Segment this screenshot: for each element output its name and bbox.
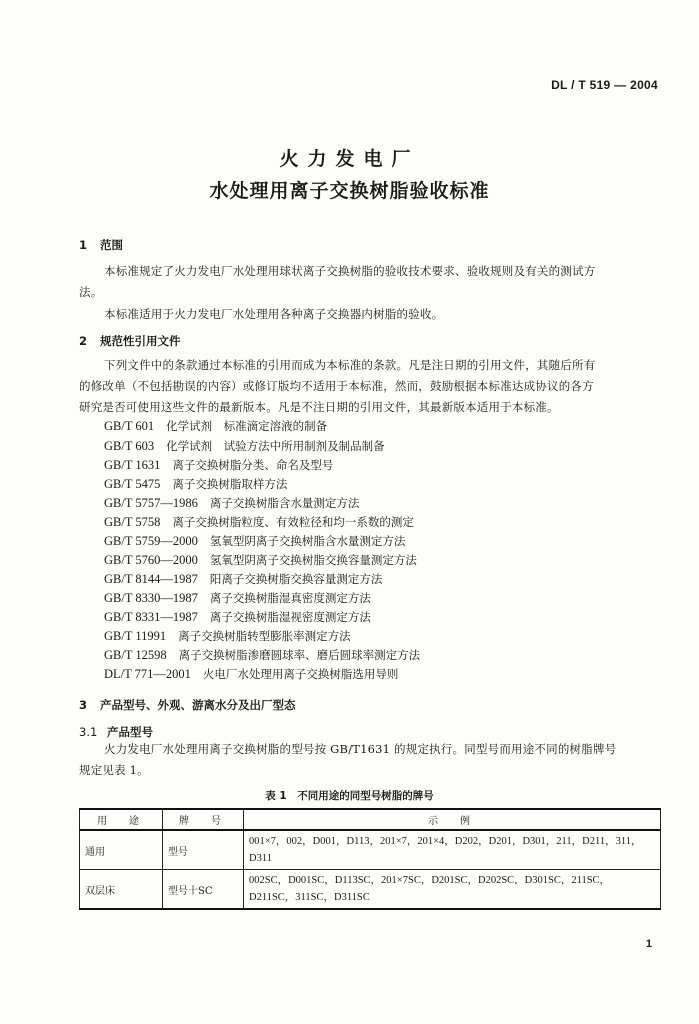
section-1-paragraph-2: 本标准适用于火力发电厂水处理用各种离子交换器内树脂的验收。 [104, 307, 444, 321]
section-title: 产品型号、外观、游离水分及出厂型态 [100, 698, 296, 712]
reference-item [104, 457, 333, 473]
reference-item [104, 666, 398, 682]
reference-title: 离子交换树脂取样方法 [172, 477, 288, 491]
reference-item [104, 647, 420, 663]
reference-title: 离子交换树脂分类、命名及型号 [172, 458, 334, 472]
section-1-paragraph-1: 本标准规定了火力发电厂水处理用球状离子交换树脂的验收技术要求、验收规则及有关的测试方 [104, 264, 596, 278]
reference-code: GB/T 8330—1987 [104, 591, 198, 605]
section-title: 范围 [100, 238, 123, 252]
reference-item [104, 438, 385, 454]
reference-item [104, 590, 371, 606]
reference-code: GB/T 12598 [104, 648, 167, 662]
reference-title: 氢氧型阴离子交换树脂交换容量测定方法 [209, 553, 417, 567]
reference-code: GB/T 8144—1987 [104, 572, 198, 586]
section-2-paragraph-line3: 研究是否可使用这些文件的最新版本。凡是不注日期的引用文件，其最新版本适用于本标准。 [79, 400, 559, 414]
section-2-heading [79, 333, 181, 349]
document-title-line2: 水处理用离子交换树脂验收标准 [209, 180, 490, 202]
reference-item [104, 628, 351, 644]
cell-examples: 001×7，002，D001，D113，201×7，201×4，D202，D201，D301，211，D211，311，D311 [244, 830, 661, 870]
table-row [80, 870, 661, 910]
document-title-line1: 火力发电厂 [279, 148, 420, 170]
section-1-heading [79, 237, 123, 253]
reference-item [104, 514, 414, 530]
section-2-paragraph-line1: 下列文件中的条款通过本标准的引用而成为本标准的条款。凡是注日期的引用文件，其随后所有 [104, 358, 596, 372]
table-caption: 表 1 不同用途的同型号树脂的牌号 [265, 790, 434, 802]
page-number: 1 [645, 938, 652, 950]
section-number: 3 [79, 698, 88, 712]
section-3-paragraph-line2: 规定见表 1。 [79, 763, 149, 777]
reference-code: GB/T 603 [104, 439, 155, 453]
section-number: 1 [79, 238, 88, 252]
reference-item [104, 571, 382, 587]
reference-item [104, 476, 287, 492]
table-row [80, 830, 661, 870]
reference-code: GB/T 601 [104, 419, 155, 433]
reference-item [104, 552, 417, 568]
cell-brand: 型号十SC [163, 870, 244, 910]
subsection-number: 3.1 [79, 725, 98, 739]
reference-title: 阳离子交换树脂交换容量测定方法 [209, 572, 383, 586]
reference-code: GB/T 5475 [104, 477, 161, 491]
cell-usage: 通用 [80, 830, 163, 870]
reference-title: 氢氧型阴离子交换树脂含水量测定方法 [209, 534, 406, 548]
standard-code: DL / T 519 — 2004 [551, 78, 658, 92]
table-header-row [80, 809, 661, 830]
reference-title: 离子交换树脂粒度、有效粒径和均一系数的测定 [172, 515, 414, 529]
reference-title: 化学试剂 标准滴定溶液的制备 [166, 419, 328, 433]
reference-title: 离子交换树脂湿视密度测定方法 [209, 610, 371, 624]
reference-item [104, 533, 405, 549]
reference-item [104, 418, 327, 434]
section-2-paragraph-line2: 的修改单（不包括勘误的内容）或修订版均不适用于本标准，然而，鼓励根据本标准达成协议的各方 [79, 379, 594, 393]
subsection-title: 产品型号 [107, 725, 153, 739]
header-usage: 用 途 [80, 809, 163, 830]
section-title: 规范性引用文件 [100, 334, 181, 348]
cell-brand: 型号 [163, 830, 244, 870]
reference-title: 离子交换树脂渗磨圆球率、磨后圆球率测定方法 [178, 648, 421, 662]
subsection-3-1-heading [79, 724, 153, 740]
reference-title: 离子交换树脂转型膨胀率测定方法 [178, 629, 351, 643]
reference-title: 离子交换树脂湿真密度测定方法 [209, 591, 371, 605]
reference-item [104, 495, 359, 511]
header-example: 示 例 [244, 809, 661, 830]
reference-title: 离子交换树脂含水量测定方法 [209, 496, 360, 510]
reference-code: GB/T 5758 [104, 515, 161, 529]
reference-code: GB/T 5757—1986 [104, 496, 198, 510]
section-1-paragraph-1-cont: 法。 [79, 285, 103, 299]
reference-code: GB/T 1631 [104, 458, 161, 472]
reference-code: GB/T 8331—1987 [104, 610, 198, 624]
reference-code: DL/T 771—2001 [104, 667, 191, 681]
brand-table [79, 808, 661, 910]
section-3-heading [79, 697, 296, 713]
section-3-paragraph-line1: 火力发电厂水处理用离子交换树脂的型号按 GB/T1631 的规定执行。同型号而用途不同的树脂牌号 [104, 742, 617, 756]
header-brand: 牌 号 [163, 809, 244, 830]
reference-code: GB/T 5759—2000 [104, 534, 198, 548]
reference-title: 火电厂水处理用离子交换树脂选用导则 [202, 667, 399, 681]
cell-examples: 002SC，D001SC，D113SC，201×7SC，D201SC，D202SC，D301SC，211SC，D211SC，311SC，D311SC [244, 870, 661, 910]
reference-code: GB/T 5760—2000 [104, 553, 198, 567]
reference-code: GB/T 11991 [104, 629, 167, 643]
cell-usage: 双层床 [80, 870, 163, 910]
reference-item [104, 609, 371, 625]
section-number: 2 [79, 334, 88, 348]
reference-title: 化学试剂 试验方法中所用制剂及制品制备 [166, 439, 385, 453]
